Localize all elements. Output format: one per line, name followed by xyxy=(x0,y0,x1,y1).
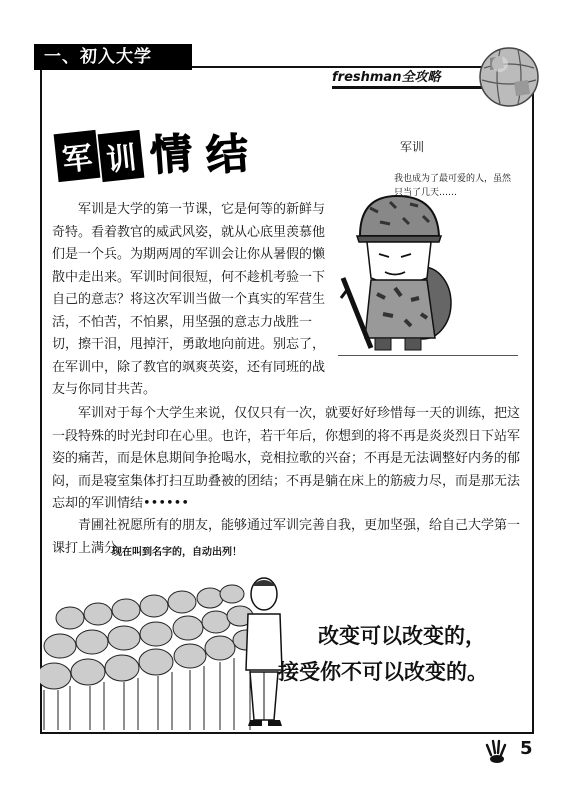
article-paragraph: 军训对于每个大学生来说，仅仅只有一次，就要好好珍惜每一天的训练，把这一段特殊的时光封印在心里。也许，若干年后，你想到的将不再是炎炎烈日下站军姿的痛苦，而是休息期间争抢喝水，竞相拉歌的兴奋；不再是无法调整好内务的郁闷，而是寝室集体打扫互助叠被的团结；不再是躺在床上的筋疲力尽，而是那无法忘却的军训情结•••••• xyxy=(52,406,521,511)
troops-illustration xyxy=(40,570,270,732)
article-paragraph: 青圃社祝愿所有的朋友，能够通过军训完善自我，更加坚强，给自己大学第一课打上满分。 xyxy=(52,518,521,556)
illustration-caption: 军训 xyxy=(400,140,425,154)
slogan-line-2: 接受你不可以改变的。 xyxy=(278,660,488,684)
article-paragraph: 军训是大学的第一节课，它是何等的新鲜与奇特。看着教官的威武风姿，就从心底里羡慕他们是一个兵。为期两周的军训会让你从暑假的懒散中走出来。军训时间很短，何不趁机考验一下自己的意志？将这次军训当做一个真实的军营生活，不怕苦，不怕累，用坚强的意志力战胜一切，擦干泪，甩掉汗，勇敢地向前进。别忘了，在军训中，除了教官的飒爽英姿，还有同班的战友与你同甘共苦。 xyxy=(52,202,326,397)
soldier-illustration xyxy=(335,188,465,353)
series-underline xyxy=(332,86,482,89)
section-title: 一、初入大学 xyxy=(34,44,192,70)
slogan-line-1: 改变可以改变的， xyxy=(318,624,486,648)
illustration-note: 我也成为了最可爱的人，虽然只当了几天…… xyxy=(394,174,512,198)
title-char: 训 xyxy=(98,130,145,182)
page-number: 5 xyxy=(520,738,533,759)
article-title xyxy=(56,120,256,184)
officer-illustration xyxy=(240,574,290,730)
title-char: 军 xyxy=(54,130,101,182)
speech-bubble: 现在叫到名字的，自动出列！ xyxy=(112,547,242,558)
series-label: freshman全攻略 xyxy=(332,70,441,85)
puzzle-globe-icon xyxy=(478,46,540,108)
title-char: 情 xyxy=(148,128,194,181)
hand-print-icon xyxy=(483,737,511,765)
slogan xyxy=(278,618,488,690)
title-char: 结 xyxy=(204,128,250,181)
illustration-divider xyxy=(338,355,518,356)
